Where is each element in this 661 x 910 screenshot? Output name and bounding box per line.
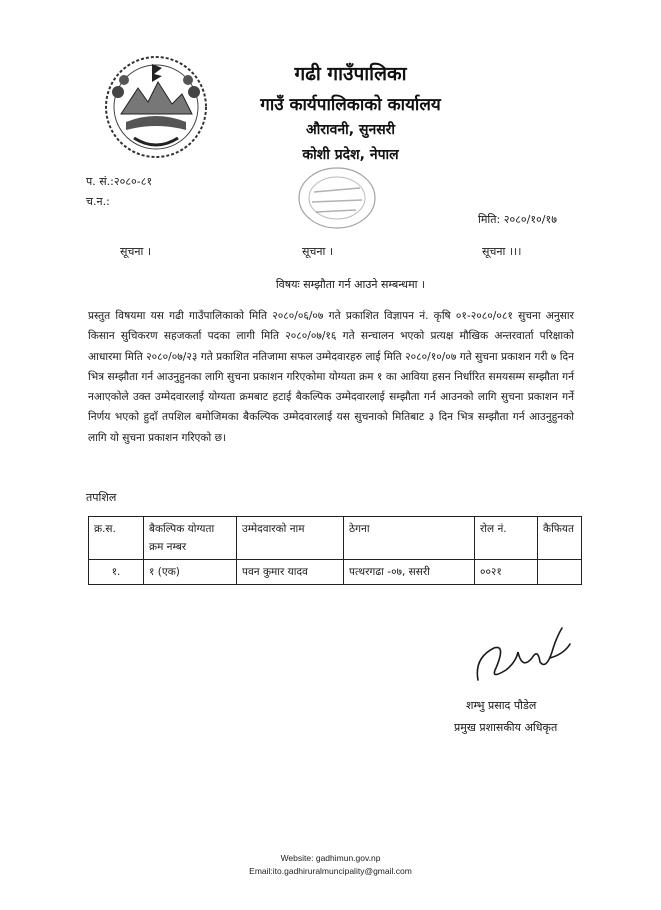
signatory-name: शम्भु प्रसाद पौडेल <box>466 699 537 712</box>
office-address: औरावनी, सुनसरी <box>305 122 396 138</box>
issue-date: मिति: २०८०/१०/१७ <box>478 213 557 226</box>
notice-body: प्रस्तुत विषयमा यस गढी गाउँपालिकाको मिति २०८०/०६/०७ गते प्रकाशित विज्ञापन नं. कृषि ०१-२०८०/०८१ सुचना अनुसार किसान सुचिकरण सहजकर्ता पदका लागी मिति २०८०/०७/१६ गते सन्चालन भएको प्रत्यक्ष मौखिक अन्तरवार्ता परिक्षाको आधारमा मिति २०८०/०७/२३ गते प्रकाशित नतिजामा सफल उम्मेदवारहरु लाई मिति २०८०/१०/०७ गते सुचना प्रकाशन गरी ७ दिन भित्र सम्झौता गर्न आउनुहुनका लागि सुचना प्रकाशन गरिएकोमा योग्यता क्रम १ का आविया हसन निर्धारित समयसम्म सम्झौता गर्न नआएकोले उक्त उम्मेदवारलाई योग्यता क्रमबाट हटाई बैकल्पिक उम्मेदवारलाई सम्झौता गर्न आउनको लागि सुचना प्रकाशन गर्ने निर्णय भएको हुदाँ तपशिल बमोजिमका बैकल्पिक उम्मेदवारलाई यस सुचनाको मितिबाट ३ दिन भित्र सम्झौता गर्न आउनुहुनको लागि यो सुचना प्रकाशन गरिएको छ। <box>88 310 574 444</box>
col-header-address: ठेगना <box>344 517 475 560</box>
signature-icon <box>466 618 576 688</box>
col-header-rank: बैकल्पिक योग्यता क्रम नम्बर <box>144 517 237 560</box>
col-header-name: उम्मेदवारको नाम <box>237 517 344 560</box>
cell-name: पवन कुमार यादव <box>237 560 344 585</box>
subject-line: विषयः सम्झौता गर्न आउने सम्बन्धमा । <box>275 278 426 291</box>
footer-email: Email:ito.gadhiruralmuncipality@gmail.com <box>249 866 412 876</box>
office-subtitle: गाउँ कार्यपालिकाको कार्यालय <box>260 95 441 115</box>
cell-remarks <box>538 560 582 585</box>
table-row <box>89 560 582 585</box>
cell-roll: ००२१ <box>475 560 538 585</box>
cell-sn: १. <box>89 560 144 585</box>
col-header-roll: रोल नं. <box>475 517 538 560</box>
candidate-table <box>88 516 582 585</box>
footer-website: Website: gadhimun.gov.np <box>280 853 381 863</box>
notice-heading-1: सूचना । <box>120 245 152 258</box>
table-header-row <box>89 517 582 560</box>
reference-number: प. सं.:२०८०-८१ <box>86 175 153 188</box>
signatory-title: प्रमुख प्रशासकीय अधिकृत <box>454 721 558 734</box>
table-heading: तपशिल <box>86 491 117 504</box>
office-name: गढी गाउँपालिका <box>294 63 407 85</box>
col-header-remarks: कैफियत <box>538 517 582 560</box>
cell-rank: १ (एक) <box>144 560 237 585</box>
office-province: कोशी प्रदेश, नेपाल <box>302 147 399 163</box>
notice-heading-2: सूचना । <box>302 245 334 258</box>
dispatch-number: च.न.: <box>86 195 110 208</box>
office-stamp-icon <box>292 158 382 238</box>
col-header-sn: क्र.स. <box>89 517 144 560</box>
cell-address: पत्थरगढा -०७, ससरी <box>344 560 475 585</box>
notice-heading-3: सूचना ।।। <box>482 245 522 258</box>
